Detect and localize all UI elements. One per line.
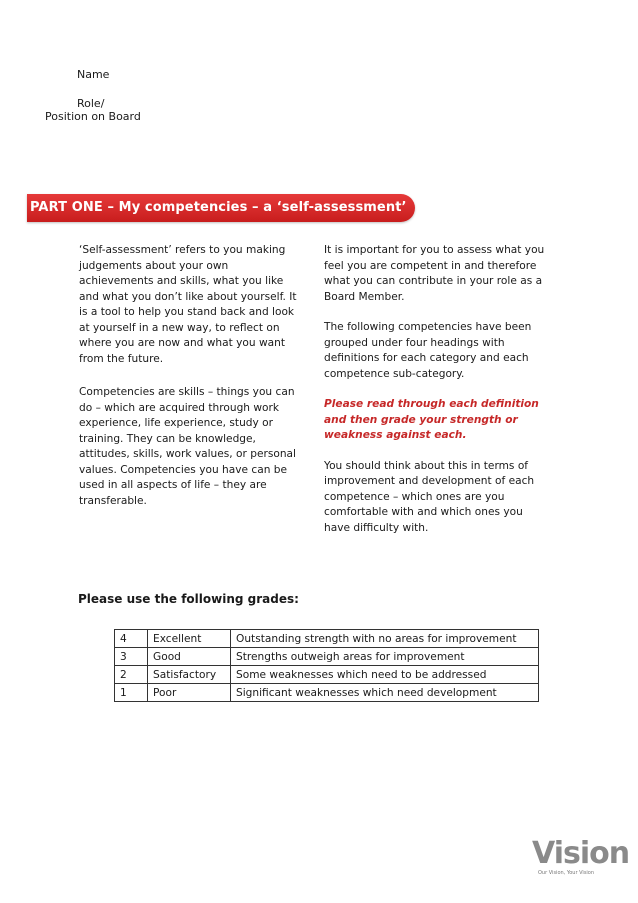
table-row <box>115 630 539 648</box>
grade-cell: 4 <box>115 630 148 648</box>
vision-logo <box>532 836 630 888</box>
left-column <box>79 243 304 524</box>
grade-cell: 2 <box>115 666 148 684</box>
table-row <box>115 666 539 684</box>
grades-heading: Please use the following grades: <box>78 592 299 606</box>
grades-table <box>114 629 539 702</box>
grade-label-cell: Satisfactory <box>148 666 231 684</box>
section-banner <box>27 194 415 222</box>
grade-description-cell: Some weaknesses which need to be addressed <box>231 666 539 684</box>
logo-tagline: Our Vision, Your Vision <box>538 870 595 876</box>
grade-cell: 1 <box>115 684 148 702</box>
right-column <box>324 243 546 551</box>
grade-label-cell: Excellent <box>148 630 231 648</box>
competencies-paragraph: Competencies are skills – things you can do – which are acquired through work experience, life experience, study or training. They can be knowledge, attitudes, skills, work values, or personal values. Competencies you have can be used in all aspects of life – they are transferable. <box>79 386 296 507</box>
grade-description-cell: Outstanding strength with no areas for improvement <box>231 630 539 648</box>
self-assessment-paragraph: ‘Self-assessment’ refers to you making judgements about your own achievements and skills, what you like and what you don’t like about yourself. It is a tool to help you stand back and look at yourself in a new way, to reflect on where you are now and what you want from the future. <box>79 244 297 365</box>
headings-paragraph: The following competencies have been grouped under four headings with definitions for each category and each competence sub-category. <box>324 321 532 380</box>
section-title: PART ONE – My competencies – a ‘self-assessment’ <box>30 200 407 215</box>
position-label: Position on Board <box>45 110 141 123</box>
role-label: Role/ <box>77 97 105 110</box>
logo-word: Vision <box>532 836 630 871</box>
grade-cell: 3 <box>115 648 148 666</box>
grade-label-cell: Good <box>148 648 231 666</box>
importance-paragraph: It is important for you to assess what you feel you are competent in and therefore what you can contribute in your role as a Board Member. <box>324 244 545 303</box>
instruction-paragraph: Please read through each definition and then grade your strength or weakness against each. <box>324 398 539 441</box>
improvement-paragraph: You should think about this in terms of improvement and development of each competence – which ones are you comfortable with and which ones you have difficulty with. <box>324 459 535 534</box>
grade-description-cell: Strengths outweigh areas for improvement <box>231 648 539 666</box>
grade-label-cell: Poor <box>148 684 231 702</box>
table-row <box>115 684 539 702</box>
name-label: Name <box>77 68 110 81</box>
table-row <box>115 648 539 666</box>
grade-description-cell: Significant weaknesses which need development <box>231 684 539 702</box>
